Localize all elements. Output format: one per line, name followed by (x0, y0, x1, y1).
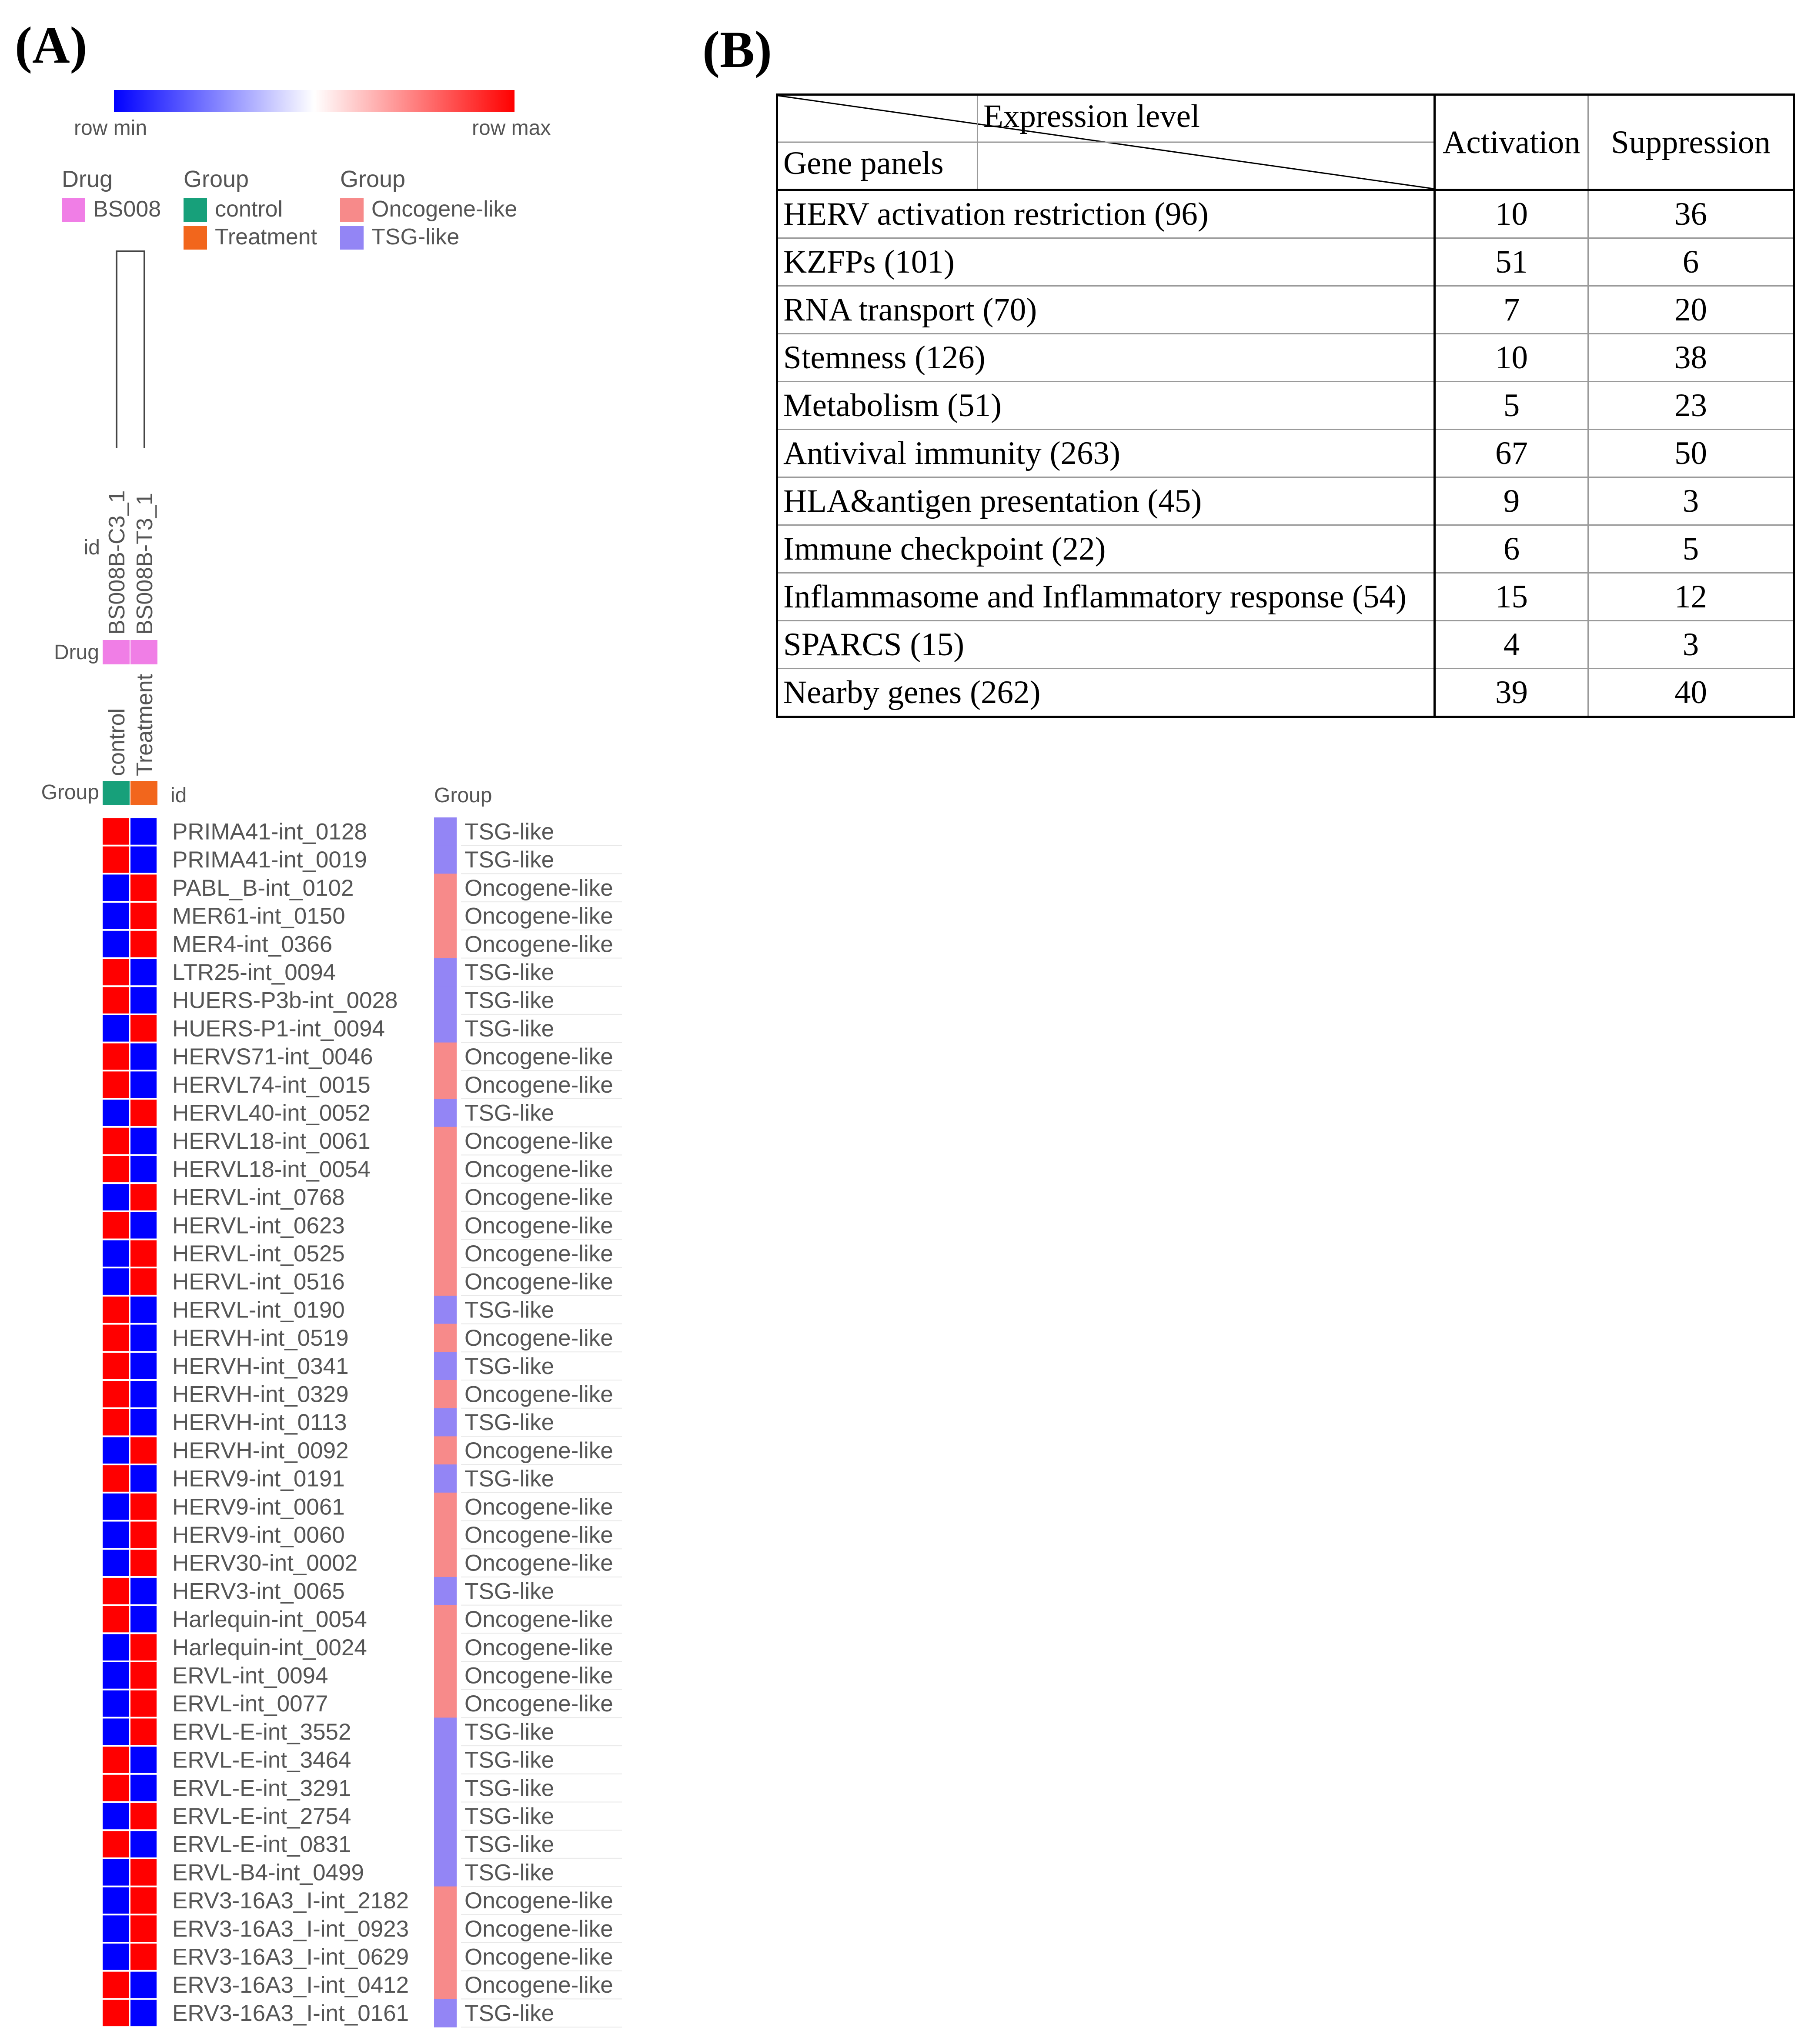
suppression-count: 38 (1588, 334, 1794, 382)
heatmap-cell (103, 1071, 129, 1098)
heatmap-cell (103, 1634, 129, 1661)
heatmap-cell (130, 1775, 157, 1801)
heatmap-cell (130, 1156, 157, 1182)
heatmap-cell (103, 1859, 129, 1886)
row-id-header: id (170, 784, 187, 807)
row-class-label: Oncogene-like (464, 1634, 613, 1661)
activation-count: 10 (1435, 190, 1588, 238)
row-class-label: Oncogene-like (464, 1437, 613, 1464)
row-class-label: TSG-like (464, 1860, 555, 1886)
row-class-label: TSG-like (464, 819, 555, 845)
row-class-label: TSG-like (464, 1719, 555, 1745)
gene-panel-name: HLA&antigen presentation (45) (777, 477, 1435, 525)
legend-swatch-oncogene-like (340, 198, 364, 222)
row-class-cell (434, 1352, 457, 1380)
column-group-label: Treatment (132, 674, 157, 776)
row-class-label: Oncogene-like (464, 1972, 613, 1998)
heatmap-cell (130, 1240, 157, 1267)
heatmap-cell (130, 1606, 157, 1633)
row-class-cell (434, 1267, 457, 1296)
heatmap-cell (130, 1015, 157, 1042)
gene-panel-name: Immune checkpoint (22) (777, 525, 1435, 573)
gene-panel-name: RNA transport (70) (777, 286, 1435, 334)
gene-panel-name: Inflammasome and Inflammatory response (54) (777, 573, 1435, 621)
activation-count: 51 (1435, 238, 1588, 286)
group-annotation-label: Group (41, 781, 99, 804)
row-class-label: Oncogene-like (464, 875, 613, 901)
heatmap-cell (103, 1747, 129, 1773)
row-class-label: Oncogene-like (464, 1663, 613, 1689)
heatmap-cell (130, 1887, 157, 1914)
row-class-label: TSG-like (464, 1100, 555, 1126)
row-class-label: Oncogene-like (464, 1269, 613, 1295)
row-class-cell (434, 1240, 457, 1268)
heatmap-cell (130, 1831, 157, 1857)
row-class-cell (434, 1661, 457, 1690)
heatmap-cell (130, 1494, 157, 1520)
heatmap-cell (103, 1437, 129, 1464)
row-id-label: HUERS-P3b-int_0028 (172, 987, 398, 1014)
row-class-label: Oncogene-like (464, 1916, 613, 1942)
table-row (777, 669, 1794, 717)
row-class-cell (434, 1408, 457, 1437)
heatmap-cell (103, 1156, 129, 1182)
row-class-cell (434, 1690, 457, 1718)
row-id-label: MER61-int_0150 (172, 903, 345, 929)
row-class-cell (434, 1746, 457, 1774)
table-row (777, 286, 1794, 334)
column-id-label: BS008B-T3_1 (132, 493, 157, 635)
row-id-label: ERV3-16A3_I-int_0161 (172, 2000, 409, 2026)
heatmap-cell (130, 818, 157, 845)
row-class-label: Oncogene-like (464, 1156, 613, 1182)
row-class-label: Oncogene-like (464, 1522, 613, 1548)
row-class-cell (434, 1830, 457, 1858)
row-class-label: Oncogene-like (464, 1494, 613, 1520)
column-id-label: BS008B-C3_1 (104, 490, 130, 635)
heatmap-cell (103, 1915, 129, 1942)
row-class-cell (434, 902, 457, 930)
heatmap-cell (130, 1409, 157, 1436)
suppression-count: 3 (1588, 477, 1794, 525)
row-class-label: TSG-like (464, 1466, 555, 1492)
row-id-label: HERVH-int_0113 (172, 1410, 347, 1436)
heatmap-cell (103, 1353, 129, 1379)
colorbar-min-label: row min (74, 117, 147, 140)
row-class-label: Oncogene-like (464, 1184, 613, 1210)
heatmap-cell (103, 1381, 129, 1407)
activation-count: 9 (1435, 477, 1588, 525)
row-id-label: HERVL-int_0525 (172, 1240, 345, 1267)
heatmap-cell (130, 1381, 157, 1407)
legend-swatch-tsg-like (340, 226, 364, 250)
row-class-label: Oncogene-like (464, 1213, 613, 1239)
row-class-cell (434, 1971, 457, 1999)
table-row (777, 477, 1794, 525)
row-class-cell (434, 1464, 457, 1493)
row-class-label: TSG-like (464, 1578, 555, 1604)
row-class-cell (434, 1774, 457, 1802)
header-activation: Activation (1435, 95, 1588, 190)
row-class-cell (434, 1436, 457, 1464)
column-id-axis-label: id (84, 536, 100, 559)
heatmap-cell (130, 1859, 157, 1886)
heatmap-cell (103, 1775, 129, 1801)
row-id-label: HERVH-int_0092 (172, 1437, 349, 1464)
row-class-cell (434, 1014, 457, 1043)
row-class-label: Oncogene-like (464, 1550, 613, 1576)
heatmap-cell (130, 1044, 157, 1070)
legend-swatch-bs008 (62, 198, 85, 222)
heatmap-cell (103, 1409, 129, 1436)
row-class-label: Oncogene-like (464, 1044, 613, 1070)
heatmap-cell (103, 1268, 129, 1295)
row-class-label: Oncogene-like (464, 1944, 613, 1970)
heatmap-cell (130, 874, 157, 901)
legend-class-title: Group (340, 166, 406, 192)
table-row (777, 238, 1794, 286)
heatmap-cell (103, 1100, 129, 1126)
row-class-label: Oncogene-like (464, 1607, 613, 1633)
row-id-label: HERVL18-int_0061 (172, 1128, 371, 1154)
row-class-cell (434, 1070, 457, 1099)
heatmap-cell (130, 1803, 157, 1830)
row-class-label: TSG-like (464, 1775, 555, 1801)
suppression-count: 20 (1588, 286, 1794, 334)
heatmap-cell (103, 1550, 129, 1576)
header-suppression: Suppression (1588, 95, 1794, 190)
row-class-label: Oncogene-like (464, 1325, 613, 1351)
heatmap-cell (103, 1240, 129, 1267)
row-id-label: PRIMA41-int_0019 (172, 847, 367, 873)
heatmap-cell (130, 1297, 157, 1323)
row-id-label: HERVL-int_0190 (172, 1297, 345, 1323)
gene-panel-name: HERV activation restriction (96) (777, 190, 1435, 238)
column-group-label: control (104, 708, 130, 776)
row-class-cell (434, 958, 457, 987)
row-class-cell (434, 930, 457, 958)
row-id-label: Harlequin-int_0054 (172, 1607, 367, 1633)
heatmap-cell (103, 1662, 129, 1689)
diagonal-header-cell (777, 95, 1435, 190)
row-class-cell (434, 1943, 457, 1971)
heatmap-cell (103, 1212, 129, 1239)
heatmap-cell (103, 959, 129, 986)
row-class-label: Oncogene-like (464, 1240, 613, 1267)
heatmap-cell (130, 1550, 157, 1576)
heatmap-cell (130, 1325, 157, 1351)
table-row (777, 334, 1794, 382)
row-class-cell (434, 1549, 457, 1577)
heatmap-cell (130, 1691, 157, 1717)
heatmap-cell (130, 1747, 157, 1773)
group-annotation-cell (103, 781, 130, 805)
activation-count: 67 (1435, 430, 1588, 477)
row-group-header: Group (434, 784, 492, 807)
heatmap-cell (103, 1887, 129, 1914)
header-expression-level: Expression level (983, 98, 1200, 134)
suppression-count: 12 (1588, 573, 1794, 621)
table-row (777, 190, 1794, 238)
heatmap-cell (103, 874, 129, 901)
suppression-count: 6 (1588, 238, 1794, 286)
heatmap-cell (130, 1465, 157, 1492)
row-id-label: HERVL-int_0768 (172, 1184, 345, 1210)
heatmap-cell (130, 1718, 157, 1745)
row-id-label: ERV3-16A3_I-int_0923 (172, 1916, 409, 1942)
heatmap-cell (130, 1972, 157, 1998)
column-dendrogram (117, 251, 144, 448)
heatmap-cell (130, 1128, 157, 1154)
drug-annotation-label: Drug (53, 641, 99, 664)
row-class-cell (434, 986, 457, 1014)
row-id-label: HERV9-int_0061 (172, 1494, 345, 1520)
heatmap-cell (130, 1578, 157, 1604)
activation-count: 5 (1435, 382, 1588, 430)
row-class-cell (434, 1155, 457, 1183)
legend-label-oncogene-like: Oncogene-like (371, 197, 518, 222)
legend-drug-title: Drug (62, 166, 113, 192)
table-row (777, 573, 1794, 621)
colorbar (114, 90, 515, 112)
heatmap-cell (103, 1972, 129, 1998)
heatmap-cell (103, 1044, 129, 1070)
heatmap-cell (130, 1915, 157, 1942)
row-id-label: ERVL-E-int_2754 (172, 1803, 351, 1829)
table-row (777, 382, 1794, 430)
row-class-label: TSG-like (464, 1353, 555, 1379)
row-class-cell (434, 1493, 457, 1521)
activation-count: 6 (1435, 525, 1588, 573)
activation-count: 39 (1435, 669, 1588, 717)
heatmap-cell (103, 1944, 129, 1970)
row-id-label: ERV3-16A3_I-int_0412 (172, 1972, 409, 1998)
row-class-cell (434, 1127, 457, 1155)
row-id-label: ERV3-16A3_I-int_2182 (172, 1888, 409, 1914)
gene-panel-name: KZFPs (101) (777, 238, 1435, 286)
row-id-label: HERVL-int_0516 (172, 1269, 345, 1295)
row-class-cell (434, 1380, 457, 1408)
row-class-label: Oncogene-like (464, 1888, 613, 1914)
row-class-label: TSG-like (464, 987, 555, 1014)
row-id-label: ERVL-E-int_0831 (172, 1831, 351, 1857)
row-id-label: LTR25-int_0094 (172, 959, 336, 985)
legend-label-control: control (215, 197, 283, 222)
row-class-cell (434, 1887, 457, 1915)
row-class-label: TSG-like (464, 1747, 555, 1773)
row-class-label: TSG-like (464, 1297, 555, 1323)
heatmap-cell (130, 2000, 157, 2026)
heatmap-cell (103, 1128, 129, 1154)
row-class-label: TSG-like (464, 1016, 555, 1042)
gene-panel-name: Antivival immunity (263) (777, 430, 1435, 477)
table-row (777, 621, 1794, 669)
row-id-label: MER4-int_0366 (172, 931, 333, 957)
heatmap-cell (103, 931, 129, 957)
row-id-label: HERVL40-int_0052 (172, 1100, 371, 1126)
row-id-label: HERVL18-int_0054 (172, 1156, 371, 1182)
heatmap-cell (103, 818, 129, 845)
heatmap-cell (130, 1268, 157, 1295)
row-id-label: HERVL-int_0623 (172, 1213, 345, 1239)
gene-panel-table (776, 93, 1795, 718)
row-class-label: Oncogene-like (464, 931, 613, 957)
heatmap-cell (103, 1522, 129, 1548)
row-class-cell (434, 1296, 457, 1324)
row-id-label: HUERS-P1-int_0094 (172, 1016, 385, 1042)
row-class-cell (434, 1858, 457, 1887)
row-class-cell (434, 1802, 457, 1831)
row-id-label: HERVH-int_0341 (172, 1353, 349, 1379)
group-annotation-cell (130, 781, 157, 805)
row-id-label: HERV30-int_0002 (172, 1550, 358, 1576)
row-id-label: PRIMA41-int_0128 (172, 819, 367, 845)
legend-label-tsg-like: TSG-like (371, 224, 460, 250)
row-class-cell (434, 1099, 457, 1127)
suppression-count: 23 (1588, 382, 1794, 430)
gene-panel-name: Nearby genes (262) (777, 669, 1435, 717)
table-row (777, 430, 1794, 477)
row-class-cell (434, 1633, 457, 1661)
heatmap-cell (130, 931, 157, 957)
row-class-cell (434, 1914, 457, 1943)
row-class-cell (434, 1717, 457, 1746)
heatmap-cell (103, 987, 129, 1014)
legend-label-bs008: BS008 (93, 197, 161, 222)
heatmap-cell (130, 1662, 157, 1689)
row-id-label: ERVL-B4-int_0499 (172, 1860, 364, 1886)
heatmap-cell (103, 1325, 129, 1351)
heatmap-cell (103, 1803, 129, 1830)
row-class-cell (434, 874, 457, 902)
row-class-label: TSG-like (464, 1803, 555, 1829)
table-row (777, 525, 1794, 573)
heatmap-cell (103, 2000, 129, 2026)
heatmap-cell (130, 847, 157, 873)
row-class-label: TSG-like (464, 847, 555, 873)
table-header-row (777, 95, 1794, 190)
row-class-cell (434, 817, 457, 846)
heatmap-cell (130, 987, 157, 1014)
heatmap-cell (103, 1015, 129, 1042)
legend-group-title: Group (184, 166, 249, 192)
panel-b-label: (B) (702, 20, 772, 78)
heatmap-cell (103, 847, 129, 873)
header-gene-panels: Gene panels (783, 145, 944, 181)
row-id-label: ERVL-int_0094 (172, 1663, 328, 1689)
heatmap-cell (103, 1578, 129, 1604)
heatmap-cell (103, 1831, 129, 1857)
heatmap-cell (130, 1212, 157, 1239)
drug-annotation-cell (130, 640, 157, 664)
row-class-label: Oncogene-like (464, 1072, 613, 1098)
gene-panel-name: SPARCS (15) (777, 621, 1435, 669)
row-id-label: HERV3-int_0065 (172, 1578, 345, 1604)
legend-label-treatment: Treatment (215, 224, 317, 250)
row-class-cell (434, 1324, 457, 1352)
activation-count: 4 (1435, 621, 1588, 669)
heatmap-cell (130, 1944, 157, 1970)
activation-count: 15 (1435, 573, 1588, 621)
activation-count: 10 (1435, 334, 1588, 382)
row-class-cell (434, 1577, 457, 1605)
heatmap-cell (130, 959, 157, 986)
row-id-label: ERV3-16A3_I-int_0629 (172, 1944, 409, 1970)
row-id-label: ERVL-int_0077 (172, 1691, 328, 1717)
row-id-label: Harlequin-int_0024 (172, 1634, 367, 1661)
suppression-count: 40 (1588, 669, 1794, 717)
row-id-label: HERV9-int_0060 (172, 1522, 345, 1548)
row-class-cell (434, 1521, 457, 1549)
heatmap-cell (103, 1465, 129, 1492)
suppression-count: 3 (1588, 621, 1794, 669)
gene-panel-name: Metabolism (51) (777, 382, 1435, 430)
row-id-label: ERVL-E-int_3552 (172, 1719, 351, 1745)
row-class-label: Oncogene-like (464, 1128, 613, 1154)
heatmap-panel (0, 0, 652, 2044)
row-class-label: Oncogene-like (464, 1691, 613, 1717)
heatmap-cell (130, 1100, 157, 1126)
row-id-label: ERVL-E-int_3291 (172, 1775, 351, 1801)
row-class-cell (434, 1183, 457, 1211)
row-id-label: HERVL74-int_0015 (172, 1072, 371, 1098)
heatmap-cell (130, 1353, 157, 1379)
heatmap-cell (103, 903, 129, 929)
panel-a-label: (A) (15, 16, 87, 74)
colorbar-max-label: row max (472, 117, 551, 140)
row-id-label: HERVH-int_0329 (172, 1381, 349, 1407)
activation-count: 7 (1435, 286, 1588, 334)
legend-swatch-treatment (184, 226, 207, 250)
suppression-count: 36 (1588, 190, 1794, 238)
row-class-label: TSG-like (464, 2000, 555, 2026)
heatmap-cell (103, 1494, 129, 1520)
heatmap-cell (103, 1718, 129, 1745)
heatmap-cell (103, 1184, 129, 1210)
heatmap-cell (103, 1606, 129, 1633)
row-id-label: HERVS71-int_0046 (172, 1044, 373, 1070)
row-class-label: TSG-like (464, 1410, 555, 1436)
row-class-label: Oncogene-like (464, 1381, 613, 1407)
heatmap-cell (103, 1297, 129, 1323)
row-class-cell (434, 1999, 457, 2027)
row-id-label: PABL_B-int_0102 (172, 875, 354, 901)
row-class-cell (434, 1211, 457, 1240)
row-class-label: TSG-like (464, 959, 555, 985)
suppression-count: 50 (1588, 430, 1794, 477)
row-id-label: HERV9-int_0191 (172, 1466, 345, 1492)
drug-annotation-cell (103, 640, 130, 664)
row-id-label: ERVL-E-int_3464 (172, 1747, 351, 1773)
heatmap-cell (130, 1184, 157, 1210)
heatmap-cell (130, 1437, 157, 1464)
row-class-cell (434, 1605, 457, 1634)
heatmap-cell (130, 1071, 157, 1098)
heatmap-cell (130, 1522, 157, 1548)
row-id-label: HERVH-int_0519 (172, 1325, 349, 1351)
row-class-cell (434, 1043, 457, 1071)
suppression-count: 5 (1588, 525, 1794, 573)
heatmap-cell (103, 1691, 129, 1717)
heatmap-cell (130, 903, 157, 929)
legend-swatch-control (184, 198, 207, 222)
heatmap-cell (130, 1634, 157, 1661)
row-class-label: TSG-like (464, 1831, 555, 1857)
gene-panel-name: Stemness (126) (777, 334, 1435, 382)
row-class-label: Oncogene-like (464, 903, 613, 929)
row-class-cell (434, 846, 457, 874)
